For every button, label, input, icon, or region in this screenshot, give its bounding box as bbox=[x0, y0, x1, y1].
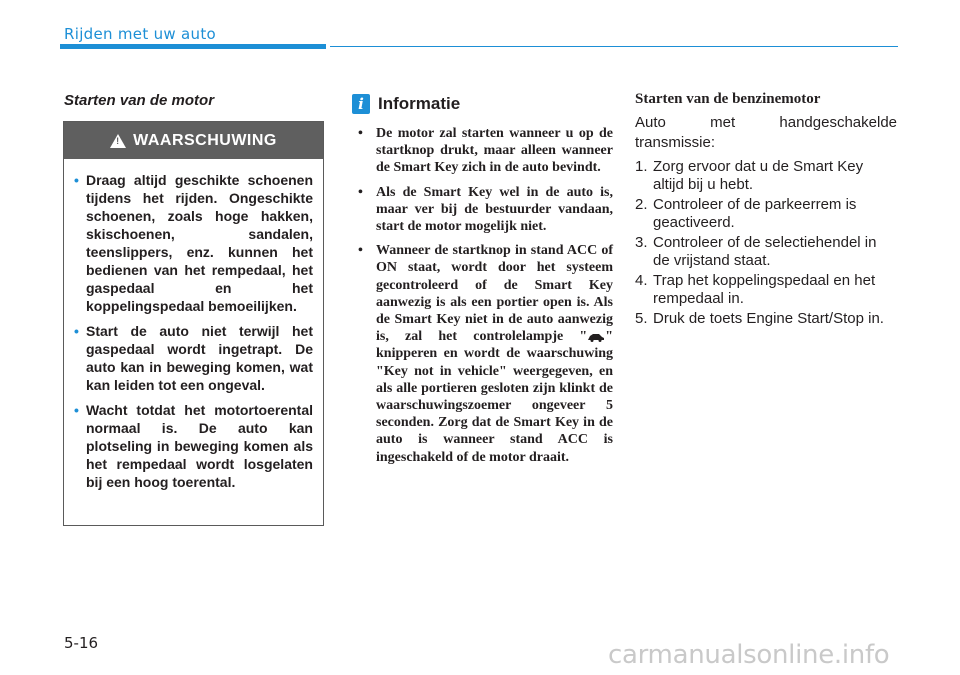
info-item bbox=[358, 125, 613, 177]
info-item-text: Wanneer de startknop in stand ACC of ON staat, wordt door het systeem gecontroleerd of de Smart Key aanwezig is als een portier open is. Als de Smart Key niet in de auto aanwezig is, zal het controlelampje " bbox=[376, 243, 613, 345]
step-item bbox=[635, 234, 897, 270]
warning-list bbox=[64, 159, 323, 491]
info-icon: i bbox=[352, 94, 370, 114]
bullet-icon: • bbox=[74, 172, 79, 188]
section-title: Starten van de motor bbox=[64, 92, 215, 109]
info-item bbox=[358, 242, 613, 466]
step-item bbox=[635, 196, 897, 232]
step-number: 2. bbox=[635, 196, 648, 213]
warning-item bbox=[74, 171, 313, 315]
warning-item-text: Draag altijd geschikte schoenen tijdens het rijden. Ongeschikte schoenen, zoals hoge hakken, skischoenen, sandalen, teenslippers, enz. kunnen het bedienen van het rempedaal, het gaspedaal en het koppelingspedaal bemoeilijken. bbox=[86, 172, 313, 314]
page-number: 5-16 bbox=[64, 634, 99, 652]
step-text: Zorg ervoor dat u de Smart Key altijd bij u hebt. bbox=[653, 158, 864, 193]
bullet-icon: • bbox=[358, 243, 363, 259]
step-item bbox=[635, 310, 897, 328]
warning-item-text: Start de auto niet terwijl het gaspedaal wordt ingetrapt. De auto kan in beweging komen, wat kan leiden tot een ongeval. bbox=[86, 323, 313, 393]
step-number: 3. bbox=[635, 234, 648, 251]
warning-box bbox=[63, 121, 324, 526]
step-text: Trap het koppelingspedaal en het rempedaal in. bbox=[653, 272, 876, 307]
step-number: 4. bbox=[635, 272, 648, 289]
warning-triangle-icon bbox=[110, 134, 126, 148]
info-list bbox=[358, 125, 613, 473]
petrol-title: Starten van de benzinemotor bbox=[635, 91, 821, 107]
bullet-icon: • bbox=[74, 323, 79, 339]
step-item bbox=[635, 272, 897, 308]
step-number: 1. bbox=[635, 158, 648, 175]
step-list bbox=[635, 158, 897, 328]
warning-item bbox=[74, 322, 313, 394]
warning-heading: WAARSCHUWING bbox=[133, 131, 277, 149]
bullet-icon: • bbox=[358, 184, 363, 200]
bullet-icon: • bbox=[358, 126, 363, 141]
info-item-text: Als de Smart Key wel in de auto is, maar ver bij de bestuurder vandaan, start de motor mogelijk niet. bbox=[376, 184, 613, 235]
info-item bbox=[358, 184, 613, 236]
petrol-start-section bbox=[635, 91, 897, 330]
watermark: carmanualsonline.info bbox=[608, 640, 890, 670]
info-title: Informatie bbox=[378, 94, 461, 113]
warning-item bbox=[74, 401, 313, 491]
info-header bbox=[352, 94, 460, 114]
info-item-text: " knipperen en wordt de waarschuwing "Key not in vehicle" weergegeven, en als alle portieren gesloten zijn klinkt de waarschuwingszoemer ongeveer 5 seconden. Zorg dat de Smart Key in de auto is wanneer stand ACC is ingeschakeld of de motor draait. bbox=[376, 329, 613, 465]
bullet-icon: • bbox=[74, 402, 79, 418]
step-number: 5. bbox=[635, 310, 648, 327]
step-item bbox=[635, 158, 897, 194]
warning-header bbox=[64, 122, 323, 159]
step-text: Controleer of de parkeerrem is geactiveerd. bbox=[653, 196, 857, 231]
header-rule-thick bbox=[60, 44, 326, 49]
info-item-text: De motor zal starten wanneer u op de startknop drukt, maar alleen wanneer de Smart Key zich in de auto bevindt. bbox=[376, 126, 613, 176]
petrol-intro-2: transmissie: bbox=[635, 134, 716, 151]
chapter-title: Rijden met uw auto bbox=[64, 25, 216, 43]
step-text: Controleer of de selectiehendel in de vrijstand staat. bbox=[653, 234, 877, 269]
petrol-intro: Auto met handgeschakelde bbox=[635, 114, 897, 131]
header-rule-thin bbox=[330, 46, 898, 47]
step-text: Druk de toets Engine Start/Stop in. bbox=[653, 310, 884, 327]
smart-key-indicator-icon bbox=[587, 332, 605, 342]
warning-item-text: Wacht totdat het motortoerental normaal is. De auto kan plotseling in beweging komen als het rempedaal wordt losgelaten bij een hoog toerental. bbox=[86, 402, 313, 490]
